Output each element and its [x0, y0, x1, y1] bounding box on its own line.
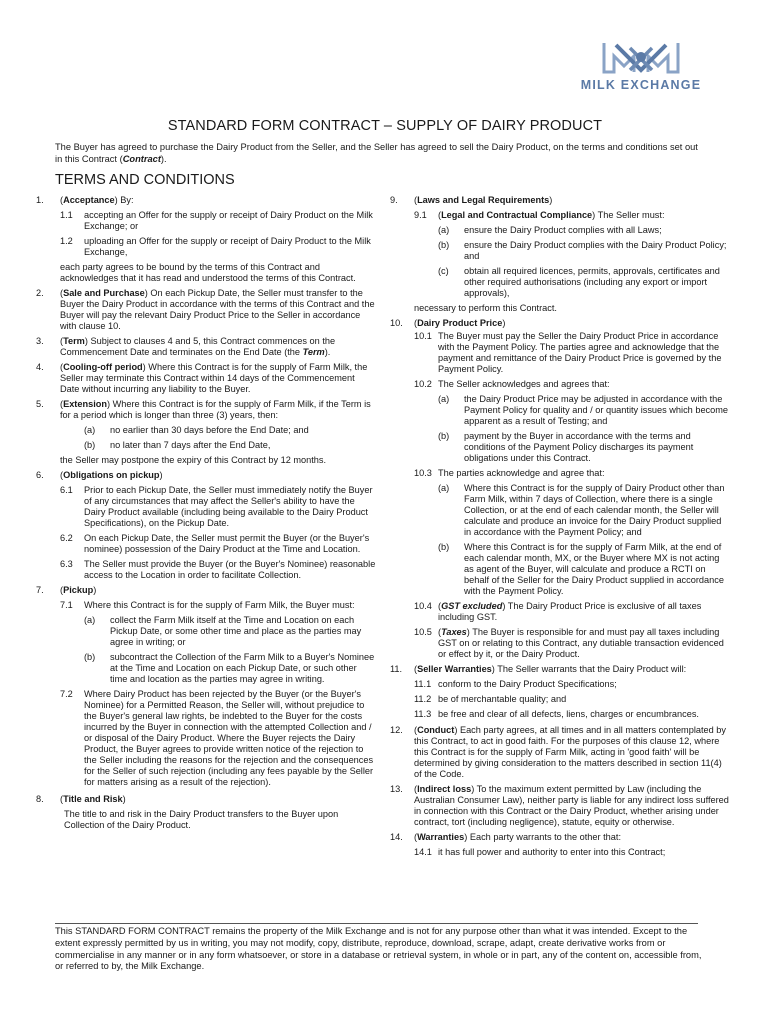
clause-5-a: (a) no earlier than 30 days before the End Date; and	[84, 425, 309, 435]
footer-divider	[55, 923, 698, 924]
clause-6-3: 6.3 The Seller must provide the Buyer (or the Buyer's Nominee) reasonable access to the Location in order to facilitate Collection.	[60, 559, 376, 580]
clause-5-b: (b) no later than 7 days after the End Date,	[84, 440, 271, 450]
page-title: STANDARD FORM CONTRACT – SUPPLY OF DAIRY PRODUCT	[167, 118, 603, 134]
clause-10-2: 10.2 The Seller acknowledges and agrees that: (a) the Dairy Product Price may be adjusted in accordance with the Payment Policy for quality and / or quantity issues which become apparent as a result of Testing; and (b) payment by the Buyer in accordance with the terms and conditions of the Payment Policy discharges its payment obligations under this Contract.	[414, 379, 729, 463]
clause-9-1: 9.1 (Legal and Contractual Compliance) The Seller must: (a) ensure the Dairy Product complies with all Laws; (b) ensure the Dairy Product complies with the Dairy Product Policy; and (c) obtain all required licences, permits, approvals, certificates and other required authorisations (including any export or import approvals),	[414, 210, 730, 299]
clause-11: 11. (Seller Warranties) The Seller warrants that the Dairy Product will: 11.1 conform to the Dairy Product Specifications; 11.2 be of merchantable quality; and 11.3 be free and clear of all defects, liens, charges or encumbrances.	[390, 664, 730, 720]
left-column	[36, 195, 376, 831]
clause-14-1: 14.1 it has full power and authority to enter into this Contract;	[414, 847, 666, 857]
right-column	[390, 195, 730, 858]
clause-9-1-b: (b) ensure the Dairy Product complies with the Dairy Product Policy; and	[438, 240, 727, 261]
clause-7-2: 7.2 Where Dairy Product has been rejected by the Buyer (or the Buyer's Nominee) for a Permitted Reason, the Seller will, without prejudice to the Buyer's general law rights, be indebted to the Buyer for the costs incurred by the Buyer in connection with the attempted Collection and / or disposal of the Dairy Product. Where the Buyer rejects the Dairy Product, the Buyer agrees to provide written notice of the rejection to the Seller including the reasons for the rejection and the consequences for the Seller of such rejection (including any fees payable by the Seller for matters arising as a result of the rejection).	[60, 689, 374, 787]
clause-8: 8. (Title and Risk) The title to and risk in the Dairy Product transfers to the Buyer upon Collection of the Dairy Product.	[36, 794, 339, 830]
clause-12: 12. (Conduct) Each party agrees, at all times and in all matters contemplated by this Contract, to act in good faith. For the purposes of this clause 12, where this Contract is for the supply of Farm Milk, acting in 'good faith' will be determined by giving consideration to the matters described in section 11(4) of the Code.	[390, 725, 727, 779]
clause-13: 13. (Indirect loss) To the maximum extent permitted by Law (including the Australian Consumer Law), neither party is liable for any indirect loss suffered in connection with this Contract or the Dairy Product, whether arising under contract, tort (including negligence), statute, equity or otherwise.	[390, 784, 729, 827]
clause-11-1: 11.1 conform to the Dairy Product Specifications;	[414, 679, 617, 689]
clause-5: 5. (Extension) Where this Contract is for the supply of Farm Milk, if the Term is for a period which is longer than three (3) years, then: (a) no earlier than 30 days before the End Date; and (b) no later than 7 days after the End Date, the Seller may postpone the expiry of this Contract by 12 months.	[36, 399, 376, 466]
clause-4: 4. (Cooling-off period) Where this Contract is for the supply of Farm Milk, the Seller may terminate this Contract within 14 days of the Commencement Date without incurring any liability to the Buyer.	[36, 362, 368, 394]
clause-11-3: 11.3 be free and clear of all defects, liens, charges or encumbrances.	[414, 709, 699, 719]
clause-6: 6. (Obligations on pickup) 6.1 Prior to each Pickup Date, the Seller must immediately notify the Buyer of any circumstances that may affect the Seller's ability to have the Dairy Product available (including being available to the Dairy Product Specifications), on the Pickup Date. 6.2 On each Pickup Date, the Seller must permit the Buyer (or the Buyer's nominee) possession of the Dairy Product at the Time and Location. 6.3 The Seller must provide the Buyer (or the Buyer's Nominee) reasonable access to the Location in order to facilitate Collection.	[36, 470, 376, 580]
milk-exchange-logo	[566, 40, 716, 98]
clause-10-3: 10.3 The parties acknowledge and agree that: (a) Where this Contract is for the supply of Dairy Product other than Farm Milk, within 7 days of Collection, where there is a single Collection, or at the end of each calendar month, the Seller will calculate and produce an invoice for the Dairy Product supplied in accordance with the Payment Policy; and (b) Where this Contract is for the supply of Farm Milk, at the end of each calendar month, MX, or the Buyer where MX is not acting as agent of the Buyer, will calculate and produce a RCTI on behalf of the Seller for the Dairy Product supplied in accordance with the Payment Policy.	[414, 468, 730, 597]
clause-7-1-a: (a) collect the Farm Milk itself at the Time and Location on each Pickup Date, or some other time and place as the parties may agree in writing; or	[84, 615, 362, 647]
milk-exchange-logo-icon	[602, 40, 680, 76]
footer-notice: This STANDARD FORM CONTRACT remains the property of the Milk Exchange and is not for any purpose other than what it was intended. Except to the extent expressly permitted by us in writing, you may not modify, copy, distribute, reproduce, download, scrape, adapt, create derivative works from or commercialise in any manner or in any form whatsoever, or store in a database or retrieval system, in whole or in part, any of the content on, accessible from, or referred to by, the Milk Exchange.	[55, 926, 702, 972]
terms-heading: TERMS AND CONDITIONS	[55, 172, 235, 188]
clause-7: 7. (Pickup) 7.1 Where this Contract is for the supply of Farm Milk, the Buyer must: (a) collect the Farm Milk itself at the Time and Location on each Pickup Date, or some other time and place as the parties may agree in writing; or (b) subcontract the Collection of the Farm Milk to a Buyer's Nominee at the Time and Location on each Pickup Date, or such other time and location as the parties may agree in writing. 7.2 Where Dairy Product has been rejected by the Buyer (or the Buyer's Nominee) for a Permitted Reason, the Seller will, without prejudice to the Buyer's general law rights, be indebted to the Buyer for the costs incurred by the Buyer in connection with the attempted Collection and / or disposal of the Dairy Product. Where the Buyer rejects the Dairy Product, the Buyer agrees to provide written notice of the rejection to the Seller including the reasons for the rejection and the consequences for the Seller of such rejection (including any fees payable by the Seller for matters arising as a result of the rejection).	[36, 585, 375, 787]
clause-3: 3. (Term) Subject to clauses 4 and 5, this Contract commences on the Commencement Date and terminates on the End Date (the Term).	[36, 336, 336, 357]
intro-paragraph: The Buyer has agreed to purchase the Dairy Product from the Seller, and the Seller has agreed to sell the Dairy Product, on the terms and conditions set out in this Contract (Contract).	[55, 142, 698, 164]
clause-6-1: 6.1 Prior to each Pickup Date, the Seller must immediately notify the Buyer of any circumstances that may affect the Seller's ability to have the Dairy Product available (including being available to the Dairy Product Specifications), on the Pickup Date.	[60, 485, 373, 528]
clause-2: 2. (Sale and Purchase) On each Pickup Date, the Seller must transfer to the Buyer the Dairy Product in accordance with the terms of this Contract and the Buyer will pay the relevant Dairy Product Price to the Seller in accordance with clause 10.	[36, 288, 375, 331]
clause-14: 14. (Warranties) Each party warrants to the other that: 14.1 it has full power and authority to enter into this Contract;	[390, 832, 730, 858]
clause-1-2: 1.2 uploading an Offer for the supply or receipt of Dairy Product to the Milk Exchange,	[60, 236, 371, 257]
logo-wordmark: MILK EXCHANGE	[580, 78, 702, 92]
clause-10-5: 10.5 (Taxes) The Buyer is responsible for and must pay all taxes including GST on or relating to this Contract, any dutiable transaction evidenced or effect by it, or the Dairy Product.	[414, 627, 724, 659]
clause-9-1-a: (a) ensure the Dairy Product complies with all Laws;	[438, 225, 662, 235]
clause-7-1: 7.1 Where this Contract is for the supply of Farm Milk, the Buyer must: (a) collect the Farm Milk itself at the Time and Location on each Pickup Date, or some other time and place as the parties may agree in writing; or (b) subcontract the Collection of the Farm Milk to a Buyer's Nominee at the Time and Location on each Pickup Date, or such other time and location as the parties may agree in writing.	[60, 600, 375, 684]
clause-10: 10. (Dairy Product Price) 10.1 The Buyer must pay the Seller the Dairy Product Price in accordance with the Payment Policy. The parties agree and acknowledge that the payment and remittance of the Dairy Product Price is governed by the Payment Policy. 10.2 The Seller acknowledges and agrees that: (a) the Dairy Product Price may be adjusted in accordance with the Payment Policy for quality and / or quantity issues which become apparent as a result of Testing; and (b) payment by the Buyer in accordance with the terms and conditions of the Payment Policy discharges its payment obligations under this Contract. 10.3 The parties acknowledge and agree that: (a) Where this Contract is for the supply of Dairy Product other than Farm Milk, within 7 days of Collection, where there is a single Collection, or at the end of each calendar month, the Seller will calculate and produce an invoice for the Dairy Product supplied in accordance with the Payment Policy; and (b) Where this Contract is for the supply of Farm Milk, at the end of each calendar month, MX, or the Buyer where MX is not acting as agent of the Buyer, will calculate and produce a RCTI on behalf of the Seller for the Dairy Product supplied in accordance with the Payment Policy. 10.4 (GST excluded) The Dairy Product Price is exclusive of all taxes including GST. 10.5 (Taxes) The Buyer is responsible for and must pay all taxes including GST on or relating to this Contract, any dutiable transaction evidenced or effect by it, or the Dairy Product.	[390, 318, 729, 659]
clause-9: 9. (Laws and Legal Requirements) 9.1 (Legal and Contractual Compliance) The Seller must: (a) ensure the Dairy Product complies with all Laws; (b) ensure the Dairy Product complies with the Dairy Product Policy; and (c) obtain all required licences, permits, approvals, certificates and other required authorisations (including any export or import approvals), necessary to perform this Contract.	[390, 195, 730, 314]
clause-9-1-c: (c) obtain all required licences, permits, approvals, certificates and other required authorisations (including any export or import approvals),	[438, 266, 720, 298]
clause-6-2: 6.2 On each Pickup Date, the Seller must permit the Buyer (or the Buyer's nominee) possession of the Dairy Product at the Time and Location.	[60, 533, 370, 554]
clause-10-1: 10.1 The Buyer must pay the Seller the Dairy Product Price in accordance with the Payment Policy. The parties agree and acknowledge that the payment and remittance of the Dairy Product Price is governed by the Payment Policy.	[414, 331, 722, 374]
clause-10-3-a: (a) Where this Contract is for the supply of Dairy Product other than Farm Milk, within 7 days of Collection, where there is a single Collection, or at the end of each calendar month, the Seller will calculate and produce an invoice for the Dairy Product supplied in accordance with the Payment Policy; and	[438, 483, 725, 537]
clause-10-3-b: (b) Where this Contract is for the supply of Farm Milk, at the end of each calendar month, MX, or the Buyer where MX is not acting as agent of the Buyer, will calculate and produce a RCTI on behalf of the Seller for the Dairy Product supplied in accordance with the Payment Policy.	[438, 542, 724, 596]
clause-7-1-b: (b) subcontract the Collection of the Farm Milk to a Buyer's Nominee at the Time and Location on each Pickup Date, or such other time and location as the parties may agree in writing.	[84, 652, 375, 684]
clause-1: 1. (Acceptance) By: 1.1 accepting an Offer for the supply or receipt of Dairy Product on the Milk Exchange; or 1.2 uploading an Offer for the supply or receipt of Dairy Product to the Milk Exchange, each party agrees to be bound by the terms of this Contract and acknowledges that it has read and understood the terms of this Contract.	[36, 195, 376, 284]
clause-11-2: 11.2 be of merchantable quality; and	[414, 694, 567, 704]
clause-10-4: 10.4 (GST excluded) The Dairy Product Price is exclusive of all taxes including GST.	[414, 601, 702, 622]
clause-10-2-b: (b) payment by the Buyer in accordance with the terms and conditions of the Payment Policy discharges its payment obligations under this Contract.	[438, 431, 694, 463]
clause-10-2-a: (a) the Dairy Product Price may be adjusted in accordance with the Payment Policy for quality and / or quantity issues which become apparent as a result of Testing; and	[438, 394, 729, 426]
clause-1-1: 1.1 accepting an Offer for the supply or receipt of Dairy Product on the Milk Exchange; or	[60, 210, 373, 231]
